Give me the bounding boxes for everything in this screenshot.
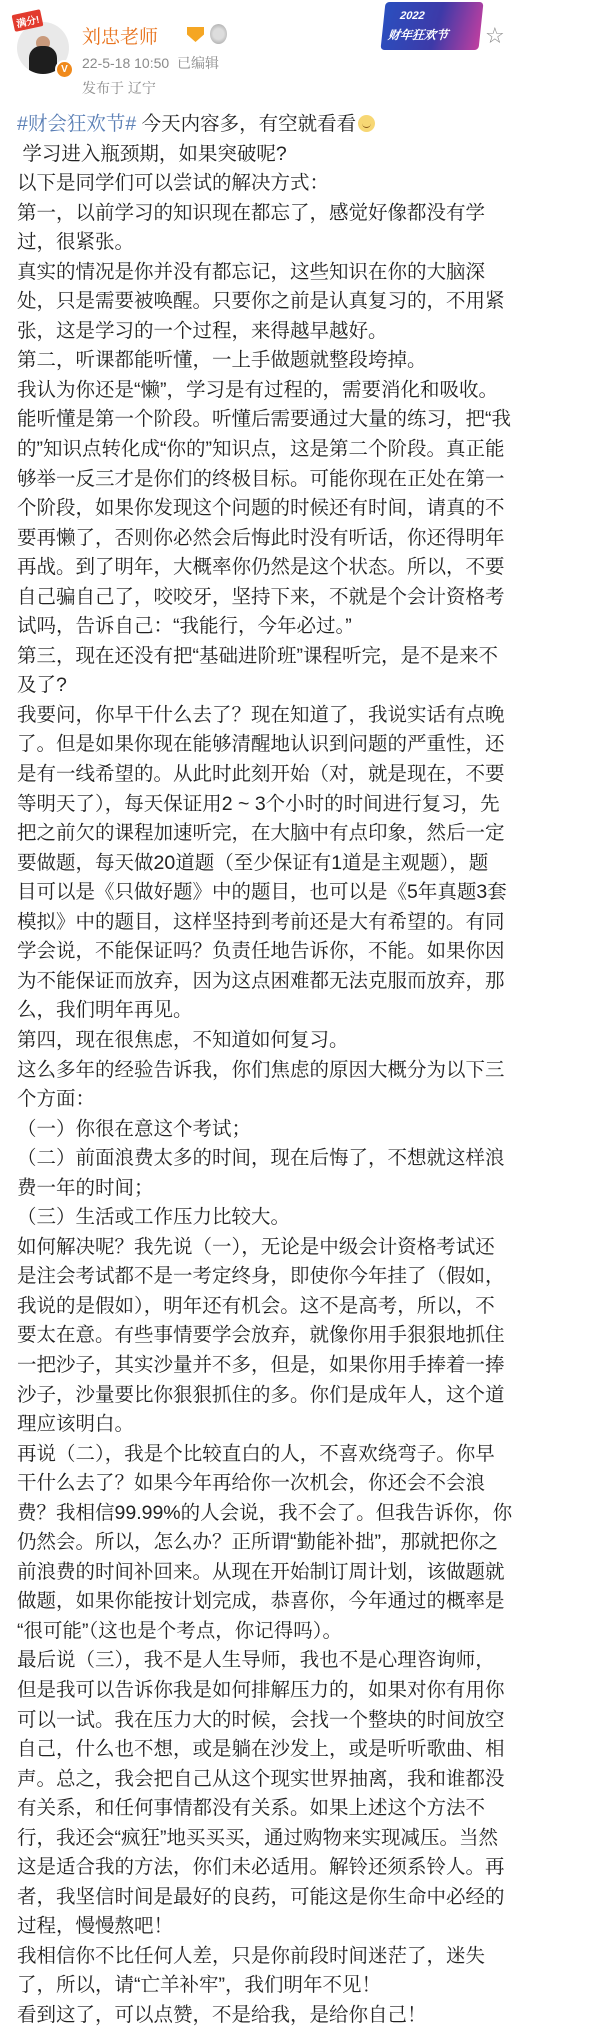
post-line: 真实的情况是你并没有都忘记，这些知识在你的大脑深 [17,260,486,283]
post-line: 要再懒了，否则你必然会后悔此时没有听话，你还得明年 [17,526,505,549]
post-line: 能听懂是第一个阶段。听懂后需要通过大量的练习，把“我 [17,408,511,431]
post-line: 费一年的时间； [17,1176,154,1199]
post-line: 目可以是《只做好题》中的题目，也可以是《5年真题3套 [17,881,507,904]
post-line: 第三，现在还没有把“基础进阶班”课程听完，是不是来不 [17,644,498,667]
avatar[interactable] [17,12,69,74]
post-line: 沙子，沙量要比你狠狠抓住的多。你们是成年人，这个道 [17,1383,505,1406]
post-line: 再战。到了明年，大概率你仍然是这个状态。所以，不要 [17,556,505,579]
post-line: 再说（二），我是个比较直白的人，不喜欢绕弯子。你早 [17,1442,495,1465]
verified-badge-icon: V [55,60,74,79]
post-location: 发布于 辽宁 [82,80,156,96]
banner-title: 财年狂欢节 [387,28,449,42]
post-line: 学习进入瓶颈期，如果突破呢? [17,142,287,165]
post-line: 试吗，告诉自己：“我能行，今年必过。” [17,615,352,638]
avatar-body [29,46,57,74]
post-line: 这是适合我的方法，你们未必适用。解铃还须系铃人。再 [17,1856,505,1879]
post-line: 是有一线希望的。从此时此刻开始（对，就是现在，不要 [17,763,505,786]
post-line: 我认为你还是“懒”，学习是有过程的，需要消化和吸收。 [17,378,498,401]
post-line: 一把沙子，其实沙量并不多，但是，如果你用手捧着一捧 [17,1353,505,1376]
post-line: 要太在意。有些事情要学会放弃，就像你用手狠狠地抓住 [17,1324,505,1347]
post-line: 仍然会。所以，怎么办？正所谓“勤能补拙”，那就把你之 [17,1531,498,1554]
post-line: 等明天了），每天保证用2 ~ 3个小时的时间进行复习，先 [17,792,500,815]
avatar-pendant-label: 满分! [12,9,44,32]
post-line: 模拟》中的题目，这样坚持到考前还是大有希望的。有同 [17,910,505,933]
post-line: 过，很紧张。 [17,231,135,254]
post-line: 理应该明白。 [17,1413,135,1436]
post-line: 但是我可以告诉你我是如何排解压力的，如果对你有用你 [17,1678,505,1701]
member-badge-icon[interactable] [187,27,204,42]
post-line: 以下是同学们可以尝试的解决方式： [17,172,330,195]
banner-year: 2022 [399,10,426,22]
post-line: 要做题，每天做20道题（至少保证有1道是主观题），题 [17,851,489,874]
post-line: 看到这了，可以点赞，不是给我，是给你自己！ [17,2004,427,2026]
post-content [17,110,592,2031]
post-line: 我相信你不比任何人差，只是你前段时间迷茫了，迷失 [17,1944,486,1967]
post-line: 做题，如果你能按计划完成，恭喜你，今年通过的概率是 [17,1590,505,1613]
post-line: 干什么去了？如果今年再给你一次机会，你还会不会浪 [17,1472,486,1495]
post-line: 么，我们明年再见。 [17,999,193,1022]
author-name[interactable]: 刘忠老师 [82,27,159,48]
post-line: 自己，什么也不想，或是躺在沙发上，或是听听歌曲、相 [17,1738,505,1761]
post-line: 个阶段，如果你发现这个问题的时候还有时间，请真的不 [17,497,505,520]
post-line: 学会说，不能保证吗？负责任地告诉你，不能。如果你因 [17,940,505,963]
post-line: 为不能保证而放弃，因为这点困难都无法克服而放弃，那 [17,969,505,992]
edited-label[interactable]: 已编辑 [176,55,219,71]
post-line: 张，这是学习的一个过程，来得越早越好。 [17,319,388,342]
post-line: 够举一反三才是你们的终极目标。可能你现在正处在第一 [17,467,505,490]
post-line: 了。但是如果你现在能够清醒地认识到问题的严重性，还 [17,733,505,756]
post-text: 今天内容多，有空就看看 [136,113,357,135]
post-line: 了，所以，请“亡羊补牢”，我们明年不见！ [17,1974,381,1997]
star-outline-icon[interactable]: ☆ [485,23,505,48]
post-line: 我说的是假如），明年还有机会。这不是高考，所以，不 [17,1294,495,1317]
post-line: 有关系，和任何事情都没有关系。如果上述这个方法不 [17,1797,486,1820]
post-line: 这么多年的经验告诉我，你们焦虑的原因大概分为以下三 [17,1058,505,1081]
post-line: 处，只是需要被唤醒。只要你之前是认真复习的，不用紧 [17,290,505,313]
post-line [17,110,592,140]
post-meta [82,53,219,73]
medal-badge-icon[interactable] [210,24,227,44]
post-line: 第四，现在很焦虑，不知道如何复习。 [17,1028,349,1051]
post-line: 个方面： [17,1088,96,1111]
post-line: 自己骗自己了，咬咬牙，坚持下来，不就是个会计资格考 [17,585,505,608]
smile-emoji-icon [358,115,375,132]
post-line: 第二，听课都能听懂，一上手做题就整段垮掉。 [17,349,427,372]
post-line: 最后说（三），我不是人生导师，我也不是心理咨询师， [17,1649,495,1672]
post-line: 及了? [17,674,67,697]
post-line: （三）生活或工作压力比较大。 [17,1206,291,1229]
post-line: 是注会考试都不是一考定终身，即使你今年挂了（假如， [17,1265,505,1288]
post-line: （二）前面浪费太多的时间，现在后悔了，不想就这样浪 [17,1147,505,1170]
post-time: 22-5-18 10:50 [82,55,170,71]
post-line: 声。总之，我会把自己从这个现实世界抽离，我和谁都没 [17,1767,505,1790]
post-line: “很可能”（这也是个考点，你记得吗）。 [17,1619,342,1642]
post-line: 第一，以前学习的知识现在都忘了，感觉好像都没有学 [17,201,486,224]
post-line: 把之前欠的课程加速听完，在大脑中有点印象，然后一定 [17,822,505,845]
post-line: 者，我坚信时间是最好的良药，可能这是你生命中必经的 [17,1885,505,1908]
post-line: 前浪费的时间补回来。从现在开始制订周计划，该做题就 [17,1560,505,1583]
post-line: 如何解决呢？我先说（一），无论是中级会计资格考试还 [17,1235,495,1258]
hashtag-link[interactable]: #财会狂欢节# [17,113,137,135]
post-line: 的”知识点转化成“你的”知识点，这是第二个阶段。真正能 [17,438,505,461]
post-line: 行，我还会“疯狂”地买买买，通过购物来实现减压。当然 [17,1826,498,1849]
event-banner[interactable] [380,2,483,50]
post-line: （一）你很在意这个考试； [17,1117,252,1140]
post-line: 过程，慢慢熬吧！ [17,1915,174,1938]
post-line: 我要问，你早干什么去了？现在知道了，我说实话有点晚 [17,703,505,726]
post-line: 可以一试。我在压力大的时候，会找一个整块的时间放空 [17,1708,505,1731]
post-line: 费？我相信99.99%的人会说，我不会了。但我告诉你，你 [17,1501,513,1524]
